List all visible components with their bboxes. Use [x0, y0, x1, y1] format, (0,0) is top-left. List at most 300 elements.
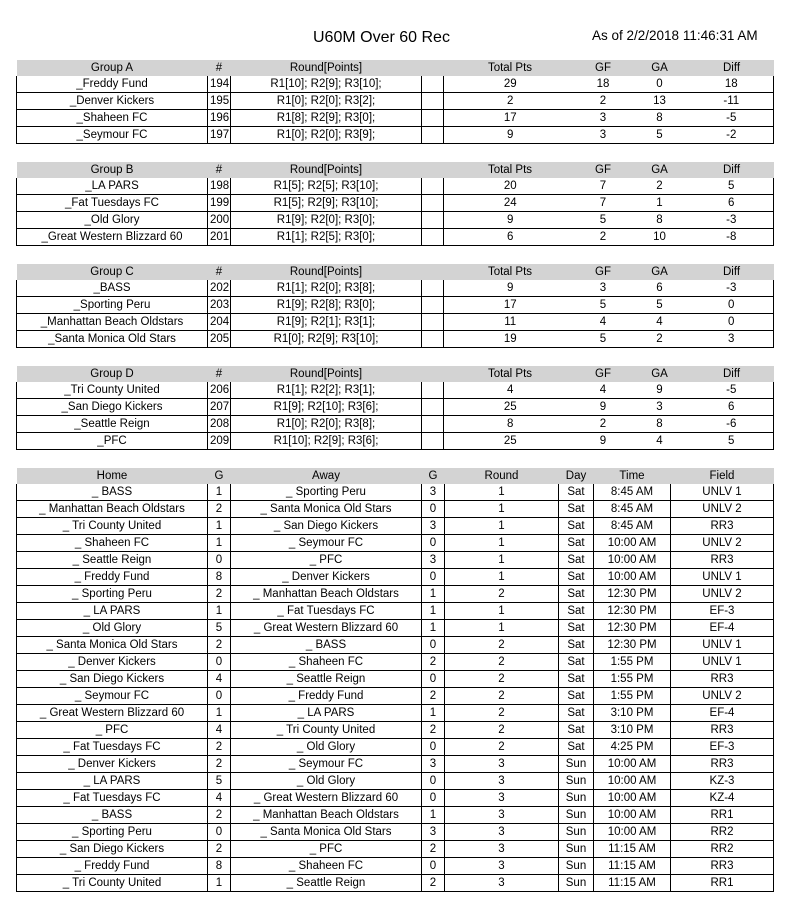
field-cell: KZ-4 — [671, 790, 774, 807]
away-goals-cell: 3 — [422, 518, 445, 535]
round-points-cell: R1[1]; R2[0]; R3[8]; — [231, 280, 422, 297]
away-team-cell: _ Seattle Reign — [231, 875, 422, 892]
goal-diff-cell: -2 — [690, 127, 774, 144]
schedule-header-row — [17, 468, 774, 484]
day-cell: Sat — [559, 569, 594, 586]
goal-diff-cell: -8 — [690, 229, 774, 246]
field-cell: RR1 — [671, 807, 774, 824]
total-points-cell: 6 — [444, 229, 577, 246]
goals-for-cell: 2 — [577, 229, 630, 246]
goals-for-cell: 2 — [577, 416, 630, 433]
table-row — [17, 790, 774, 807]
table-row — [17, 76, 774, 93]
goals-for-cell: 3 — [577, 127, 630, 144]
team-name-cell: _LA PARS — [17, 178, 208, 195]
table-row — [17, 824, 774, 841]
field-cell: RR3 — [671, 722, 774, 739]
field-cell: UNLV 1 — [671, 484, 774, 501]
group-header-row — [17, 162, 774, 178]
column-header: G — [422, 468, 445, 484]
home-goals-cell: 8 — [208, 858, 231, 875]
field-cell: UNLV 1 — [671, 569, 774, 586]
blank-cell — [422, 314, 444, 331]
time-cell: 1:55 PM — [594, 671, 671, 688]
team-name-cell: _Fat Tuesdays FC — [17, 195, 208, 212]
time-cell: 12:30 PM — [594, 620, 671, 637]
away-team-cell: _ Shaheen FC — [231, 654, 422, 671]
day-cell: Sat — [559, 518, 594, 535]
blank-cell — [422, 382, 444, 399]
home-goals-cell: 0 — [208, 654, 231, 671]
field-cell: RR2 — [671, 824, 774, 841]
away-team-cell: _ Manhattan Beach Oldstars — [231, 586, 422, 603]
team-name-cell: _BASS — [17, 280, 208, 297]
blank-cell — [422, 433, 444, 450]
day-cell: Sun — [559, 790, 594, 807]
round-points-cell: R1[9]; R2[10]; R3[6]; — [231, 399, 422, 416]
day-cell: Sat — [559, 586, 594, 603]
field-cell: UNLV 1 — [671, 654, 774, 671]
blank-cell — [422, 416, 444, 433]
column-header: Total Pts — [444, 264, 577, 280]
column-header: Group C — [17, 264, 208, 280]
column-header: Round[Points] — [231, 366, 422, 382]
home-goals-cell: 4 — [208, 790, 231, 807]
table-row — [17, 297, 774, 314]
team-number-cell: 205 — [208, 331, 231, 348]
home-team-cell: _ Fat Tuesdays FC — [17, 790, 208, 807]
goal-diff-cell: -11 — [690, 93, 774, 110]
team-number-cell: 202 — [208, 280, 231, 297]
away-goals-cell: 0 — [422, 858, 445, 875]
away-team-cell: _ Seattle Reign — [231, 671, 422, 688]
blank-cell — [422, 93, 444, 110]
total-points-cell: 4 — [444, 382, 577, 399]
goal-diff-cell: 0 — [690, 297, 774, 314]
round-points-cell: R1[10]; R2[9]; R3[10]; — [231, 76, 422, 93]
time-cell: 8:45 AM — [594, 484, 671, 501]
team-name-cell: _Denver Kickers — [17, 93, 208, 110]
round-cell: 3 — [445, 875, 559, 892]
table-row — [17, 722, 774, 739]
time-cell: 10:00 AM — [594, 807, 671, 824]
home-goals-cell: 1 — [208, 875, 231, 892]
blank-cell — [422, 280, 444, 297]
goals-for-cell: 5 — [577, 331, 630, 348]
round-points-cell: R1[5]; R2[5]; R3[10]; — [231, 178, 422, 195]
column-header — [422, 162, 444, 178]
day-cell: Sat — [559, 688, 594, 705]
field-cell: UNLV 1 — [671, 637, 774, 654]
team-number-cell: 199 — [208, 195, 231, 212]
goal-diff-cell: 0 — [690, 314, 774, 331]
round-cell: 1 — [445, 518, 559, 535]
round-cell: 3 — [445, 790, 559, 807]
team-name-cell: _Freddy Fund — [17, 76, 208, 93]
column-header: Home — [17, 468, 208, 484]
table-row — [17, 807, 774, 824]
home-team-cell: _ LA PARS — [17, 773, 208, 790]
home-goals-cell: 0 — [208, 688, 231, 705]
round-cell: 2 — [445, 671, 559, 688]
away-team-cell: _ Great Western Blizzard 60 — [231, 790, 422, 807]
home-team-cell: _ Tri County United — [17, 518, 208, 535]
home-team-cell: _ BASS — [17, 807, 208, 824]
group-header-row — [17, 60, 774, 76]
away-team-cell: _ Seymour FC — [231, 535, 422, 552]
group-header-row — [17, 366, 774, 382]
away-goals-cell: 2 — [422, 875, 445, 892]
day-cell: Sun — [559, 824, 594, 841]
total-points-cell: 25 — [444, 399, 577, 416]
table-row — [17, 841, 774, 858]
field-cell: UNLV 2 — [671, 688, 774, 705]
away-team-cell: _ Freddy Fund — [231, 688, 422, 705]
field-cell: EF-4 — [671, 620, 774, 637]
day-cell: Sat — [559, 671, 594, 688]
team-number-cell: 194 — [208, 76, 231, 93]
column-header: Round[Points] — [231, 162, 422, 178]
group-table — [16, 60, 774, 144]
round-cell: 1 — [445, 552, 559, 569]
table-row — [17, 739, 774, 756]
time-cell: 8:45 AM — [594, 518, 671, 535]
away-team-cell: _ Shaheen FC — [231, 858, 422, 875]
column-header: G — [208, 468, 231, 484]
round-cell: 3 — [445, 756, 559, 773]
round-cell: 1 — [445, 535, 559, 552]
column-header: GA — [630, 264, 690, 280]
blank-cell — [422, 110, 444, 127]
team-number-cell: 201 — [208, 229, 231, 246]
total-points-cell: 29 — [444, 76, 577, 93]
as-of-timestamp: As of 2/2/2018 11:46:31 AM — [592, 28, 758, 43]
away-goals-cell: 0 — [422, 535, 445, 552]
away-goals-cell: 0 — [422, 637, 445, 654]
away-goals-cell: 1 — [422, 603, 445, 620]
round-cell: 1 — [445, 569, 559, 586]
round-points-cell: R1[9]; R2[1]; R3[1]; — [231, 314, 422, 331]
total-points-cell: 17 — [444, 110, 577, 127]
team-number-cell: 195 — [208, 93, 231, 110]
goals-against-cell: 6 — [630, 280, 690, 297]
blank-cell — [422, 331, 444, 348]
home-goals-cell: 2 — [208, 586, 231, 603]
column-header: Away — [231, 468, 422, 484]
time-cell: 10:00 AM — [594, 569, 671, 586]
field-cell: UNLV 2 — [671, 535, 774, 552]
goals-against-cell: 2 — [630, 178, 690, 195]
goals-against-cell: 8 — [630, 212, 690, 229]
goals-for-cell: 7 — [577, 178, 630, 195]
time-cell: 10:00 AM — [594, 756, 671, 773]
table-row — [17, 756, 774, 773]
away-team-cell: _ Tri County United — [231, 722, 422, 739]
column-header: Group B — [17, 162, 208, 178]
home-goals-cell: 4 — [208, 722, 231, 739]
home-goals-cell: 1 — [208, 705, 231, 722]
goals-for-cell: 5 — [577, 297, 630, 314]
away-team-cell: _ Old Glory — [231, 773, 422, 790]
table-row — [17, 212, 774, 229]
home-team-cell: _ Fat Tuesdays FC — [17, 739, 208, 756]
home-goals-cell: 2 — [208, 501, 231, 518]
goals-against-cell: 10 — [630, 229, 690, 246]
column-header: GA — [630, 60, 690, 76]
goal-diff-cell: 18 — [690, 76, 774, 93]
time-cell: 4:25 PM — [594, 739, 671, 756]
round-cell: 2 — [445, 654, 559, 671]
table-row — [17, 858, 774, 875]
table-row — [17, 229, 774, 246]
day-cell: Sat — [559, 535, 594, 552]
time-cell: 1:55 PM — [594, 688, 671, 705]
goals-against-cell: 1 — [630, 195, 690, 212]
round-cell: 2 — [445, 586, 559, 603]
blank-cell — [422, 399, 444, 416]
round-cell: 2 — [445, 722, 559, 739]
team-number-cell: 200 — [208, 212, 231, 229]
goal-diff-cell: -5 — [690, 110, 774, 127]
table-row — [17, 518, 774, 535]
column-header: # — [208, 162, 231, 178]
day-cell: Sat — [559, 637, 594, 654]
time-cell: 1:55 PM — [594, 654, 671, 671]
goal-diff-cell: 6 — [690, 399, 774, 416]
away-goals-cell: 1 — [422, 705, 445, 722]
total-points-cell: 2 — [444, 93, 577, 110]
home-team-cell: _ San Diego Kickers — [17, 671, 208, 688]
goals-against-cell: 3 — [630, 399, 690, 416]
goal-diff-cell: -3 — [690, 280, 774, 297]
away-goals-cell: 3 — [422, 824, 445, 841]
home-team-cell: _ Sporting Peru — [17, 586, 208, 603]
team-name-cell: _Old Glory — [17, 212, 208, 229]
home-goals-cell: 0 — [208, 824, 231, 841]
column-header — [422, 60, 444, 76]
table-row — [17, 603, 774, 620]
away-goals-cell: 0 — [422, 671, 445, 688]
goal-diff-cell: -6 — [690, 416, 774, 433]
round-cell: 3 — [445, 841, 559, 858]
table-row — [17, 382, 774, 399]
goals-against-cell: 4 — [630, 314, 690, 331]
total-points-cell: 9 — [444, 212, 577, 229]
round-points-cell: R1[0]; R2[0]; R3[8]; — [231, 416, 422, 433]
column-header: Diff — [690, 264, 774, 280]
time-cell: 12:30 PM — [594, 586, 671, 603]
blank-cell — [422, 297, 444, 314]
away-team-cell: _ Manhattan Beach Oldstars — [231, 807, 422, 824]
time-cell: 10:00 AM — [594, 773, 671, 790]
home-team-cell: _ PFC — [17, 722, 208, 739]
round-points-cell: R1[8]; R2[9]; R3[0]; — [231, 110, 422, 127]
home-goals-cell: 1 — [208, 535, 231, 552]
table-row — [17, 654, 774, 671]
team-number-cell: 198 — [208, 178, 231, 195]
away-goals-cell: 2 — [422, 688, 445, 705]
goal-diff-cell: 5 — [690, 178, 774, 195]
field-cell: UNLV 2 — [671, 501, 774, 518]
field-cell: RR3 — [671, 671, 774, 688]
table-row — [17, 110, 774, 127]
schedule-table — [16, 468, 774, 892]
away-goals-cell: 0 — [422, 773, 445, 790]
away-team-cell: _ LA PARS — [231, 705, 422, 722]
field-cell: RR3 — [671, 552, 774, 569]
away-goals-cell: 3 — [422, 484, 445, 501]
round-cell: 3 — [445, 824, 559, 841]
table-row — [17, 314, 774, 331]
time-cell: 12:30 PM — [594, 603, 671, 620]
home-team-cell: _ Freddy Fund — [17, 569, 208, 586]
table-row — [17, 586, 774, 603]
round-points-cell: R1[1]; R2[5]; R3[0]; — [231, 229, 422, 246]
field-cell: RR3 — [671, 858, 774, 875]
column-header: Total Pts — [444, 366, 577, 382]
goals-against-cell: 5 — [630, 297, 690, 314]
time-cell: 3:10 PM — [594, 705, 671, 722]
home-goals-cell: 2 — [208, 739, 231, 756]
column-header: GA — [630, 366, 690, 382]
total-points-cell: 17 — [444, 297, 577, 314]
goals-against-cell: 5 — [630, 127, 690, 144]
table-row — [17, 178, 774, 195]
table-row — [17, 484, 774, 501]
team-name-cell: _Seattle Reign — [17, 416, 208, 433]
column-header: Field — [671, 468, 774, 484]
team-number-cell: 196 — [208, 110, 231, 127]
away-goals-cell: 3 — [422, 552, 445, 569]
round-cell: 3 — [445, 807, 559, 824]
field-cell: UNLV 2 — [671, 586, 774, 603]
round-points-cell: R1[0]; R2[0]; R3[2]; — [231, 93, 422, 110]
away-team-cell: _ BASS — [231, 637, 422, 654]
home-goals-cell: 2 — [208, 756, 231, 773]
day-cell: Sun — [559, 807, 594, 824]
away-team-cell: _ PFC — [231, 552, 422, 569]
field-cell: EF-4 — [671, 705, 774, 722]
team-name-cell: _Great Western Blizzard 60 — [17, 229, 208, 246]
home-team-cell: _ Manhattan Beach Oldstars — [17, 501, 208, 518]
group-table — [16, 162, 774, 246]
field-cell: RR3 — [671, 756, 774, 773]
table-row — [17, 620, 774, 637]
goals-for-cell: 3 — [577, 280, 630, 297]
table-row — [17, 671, 774, 688]
day-cell: Sun — [559, 858, 594, 875]
home-team-cell: _ Tri County United — [17, 875, 208, 892]
team-name-cell: _Tri County United — [17, 382, 208, 399]
column-header: GF — [577, 162, 630, 178]
team-name-cell: _Sporting Peru — [17, 297, 208, 314]
column-header: Day — [559, 468, 594, 484]
away-team-cell: _ Fat Tuesdays FC — [231, 603, 422, 620]
day-cell: Sat — [559, 722, 594, 739]
time-cell: 11:15 AM — [594, 858, 671, 875]
round-cell: 1 — [445, 603, 559, 620]
field-cell: RR1 — [671, 875, 774, 892]
day-cell: Sat — [559, 501, 594, 518]
goals-against-cell: 9 — [630, 382, 690, 399]
away-goals-cell: 0 — [422, 501, 445, 518]
home-goals-cell: 5 — [208, 773, 231, 790]
away-goals-cell: 1 — [422, 807, 445, 824]
team-name-cell: _PFC — [17, 433, 208, 450]
away-team-cell: _ San Diego Kickers — [231, 518, 422, 535]
column-header — [422, 264, 444, 280]
blank-cell — [422, 195, 444, 212]
home-team-cell: _ Santa Monica Old Stars — [17, 637, 208, 654]
goal-diff-cell: -3 — [690, 212, 774, 229]
column-header: # — [208, 366, 231, 382]
day-cell: Sat — [559, 739, 594, 756]
day-cell: Sat — [559, 705, 594, 722]
time-cell: 12:30 PM — [594, 637, 671, 654]
home-goals-cell: 1 — [208, 518, 231, 535]
away-goals-cell: 2 — [422, 722, 445, 739]
round-cell: 2 — [445, 637, 559, 654]
field-cell: KZ-3 — [671, 773, 774, 790]
column-header: Diff — [690, 60, 774, 76]
column-header: Diff — [690, 366, 774, 382]
goal-diff-cell: 6 — [690, 195, 774, 212]
time-cell: 10:00 AM — [594, 552, 671, 569]
time-cell: 3:10 PM — [594, 722, 671, 739]
home-team-cell: _ Freddy Fund — [17, 858, 208, 875]
home-goals-cell: 2 — [208, 637, 231, 654]
team-number-cell: 203 — [208, 297, 231, 314]
field-cell: RR3 — [671, 518, 774, 535]
team-number-cell: 204 — [208, 314, 231, 331]
home-team-cell: _ Seattle Reign — [17, 552, 208, 569]
away-goals-cell: 0 — [422, 569, 445, 586]
round-cell: 2 — [445, 739, 559, 756]
blank-cell — [422, 76, 444, 93]
day-cell: Sat — [559, 654, 594, 671]
home-goals-cell: 4 — [208, 671, 231, 688]
home-team-cell: _ Great Western Blizzard 60 — [17, 705, 208, 722]
goal-diff-cell: 3 — [690, 331, 774, 348]
page-title: U60M Over 60 Rec — [313, 29, 450, 46]
team-name-cell: _Seymour FC — [17, 127, 208, 144]
table-row — [17, 127, 774, 144]
away-goals-cell: 1 — [422, 620, 445, 637]
goal-diff-cell: -5 — [690, 382, 774, 399]
day-cell: Sun — [559, 875, 594, 892]
away-goals-cell: 2 — [422, 841, 445, 858]
table-row — [17, 875, 774, 892]
column-header: Total Pts — [444, 60, 577, 76]
round-points-cell: R1[5]; R2[9]; R3[10]; — [231, 195, 422, 212]
table-row — [17, 552, 774, 569]
home-team-cell: _ Denver Kickers — [17, 756, 208, 773]
team-number-cell: 206 — [208, 382, 231, 399]
home-goals-cell: 2 — [208, 841, 231, 858]
column-header: GF — [577, 264, 630, 280]
column-header: Diff — [690, 162, 774, 178]
home-team-cell: _ Sporting Peru — [17, 824, 208, 841]
goals-for-cell: 3 — [577, 110, 630, 127]
round-points-cell: R1[9]; R2[0]; R3[0]; — [231, 212, 422, 229]
column-header: Round — [445, 468, 559, 484]
goals-against-cell: 8 — [630, 110, 690, 127]
time-cell: 11:15 AM — [594, 841, 671, 858]
away-team-cell: _ Denver Kickers — [231, 569, 422, 586]
round-points-cell: R1[1]; R2[2]; R3[1]; — [231, 382, 422, 399]
table-row — [17, 416, 774, 433]
field-cell: EF-3 — [671, 603, 774, 620]
